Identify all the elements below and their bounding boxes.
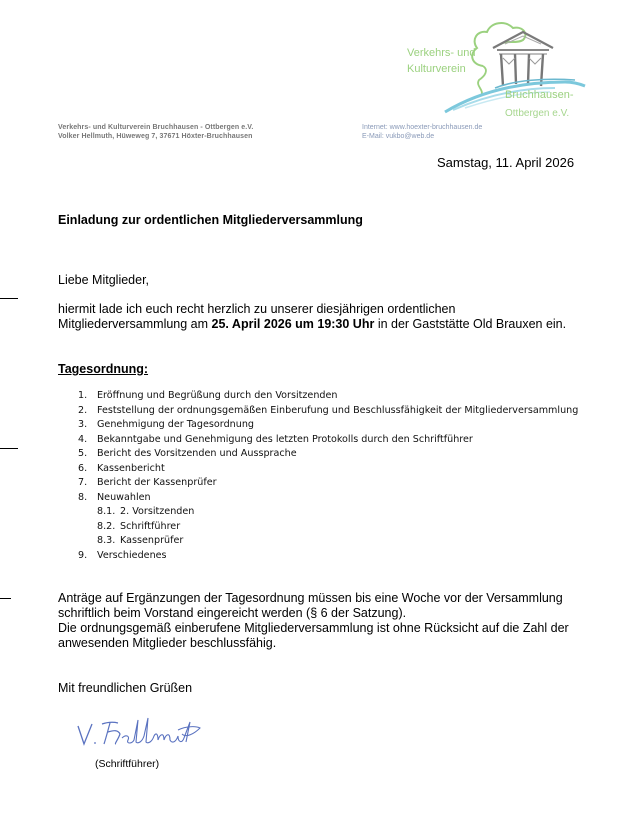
agenda-subitem-number: 8.3. [97,535,116,546]
agenda-item [78,389,618,404]
email-text: E-Mail: vukbo@web.de [362,133,435,140]
agenda-item-number: 6. [78,462,88,474]
agenda-item [78,433,618,448]
agenda-subitem-number: 8.2. [97,520,116,532]
agenda-item-text: Bericht der Kassenprüfer [97,477,217,488]
contact-info [362,123,482,141]
signature-text [74,712,79,713]
punch-mark [0,448,18,449]
notes-paragraph [58,591,569,651]
agenda-item-number: 7. [78,477,88,488]
signature-icon [74,712,204,752]
fold-mark [0,598,11,599]
signer-role: (Schriftführer) [95,758,160,770]
logo-text-line1: Verkehrs- und [407,47,476,59]
agenda-item [78,476,618,491]
agenda-subitem-number: 8.1. [97,506,116,517]
agenda-item-text: Verschiedenes [97,549,167,561]
sender-line-2: Volker Hellmuth, Hüweweg 7, 37671 Höxter-Bruchhausen [58,133,253,140]
logo-text-line4: Ottbergen e.V. [505,108,570,119]
notes-line-2: schriftlich beim Vorstand eingereicht werden (§ 6 der Satzung). [58,606,407,620]
agenda-item-number: 2. [78,404,88,416]
intro-text-prefix: Mitgliederversammlung am [58,317,212,331]
agenda-subitem [78,534,618,549]
closing: Mit freundlichen Grüßen [58,681,193,695]
intro-text-suffix: in der Gaststätte Old Brauxen ein. [374,317,567,331]
agenda-item [78,462,618,477]
agenda-subitem [78,520,618,535]
agenda-subitem-text: 2. Vorsitzenden [120,506,195,517]
agenda-item [78,491,618,506]
sender-address [58,123,253,141]
agenda-item-number: 8. [78,491,88,503]
agenda-item-number: 4. [78,433,88,445]
agenda-item-text: Neuwahlen [97,491,151,503]
logo-text-line3: Bruchhausen- [505,89,574,101]
agenda-title: Tagesordnung: [58,362,149,376]
agenda-item-text: Feststellung der ordnungsgemäßen Einberufung und Beschlussfähigkeit der Mitgliederversammlung [97,404,579,416]
agenda-item-text: Kassenbericht [97,462,165,474]
agenda-item-number: 9. [78,549,88,561]
signature [74,712,204,752]
agenda-item [78,549,618,564]
agenda-item [78,404,618,419]
notes-line-1: Anträge auf Ergänzungen der Tagesordnung müssen bis eine Woche vor der Versammlung [58,591,563,605]
notes-line-3: Die ordnungsgemäß einberufene Mitgliederversammlung ist ohne Rücksicht auf die Zahl der [58,621,569,635]
intro-line-1: hiermit lade ich euch recht herzlich zu unserer diesjährigen ordentlichen [58,302,456,316]
agenda-item-text: Genehmigung der Tagesordnung [97,419,254,430]
intro-line-2 [58,317,566,332]
agenda-item-number: 3. [78,419,88,430]
agenda-subitem-text: Kassenprüfer [120,535,184,546]
letter-subject: Einladung zur ordentlichen Mitgliederversammlung [58,213,363,227]
agenda-subitem-text: Schriftführer [120,520,181,532]
agenda-subitem [78,505,618,520]
agenda-item-text: Bekanntgabe und Genehmigung des letzten Protokolls durch den Schriftführer [97,433,473,445]
logo-text-line2: Kulturverein [407,63,466,75]
agenda-item-text: Eröffnung und Begrüßung durch den Vorsitzenden [97,390,338,401]
sender-line-1: Verkehrs- und Kulturverein Bruchhausen - Ottbergen e.V. [58,124,254,131]
salutation: Liebe Mitglieder, [58,273,150,287]
website-text: Internet: www.hoexter-bruchhausen.de [362,124,483,131]
agenda-list [78,389,618,563]
agenda-item-number: 5. [78,448,88,459]
agenda-item-number: 1. [78,390,88,401]
letter-date: Samstag, 11. April 2026 [437,155,575,170]
meeting-datetime: 25. April 2026 um 19:30 Uhr [211,317,375,331]
agenda-item [78,418,618,433]
fold-mark [0,298,18,299]
agenda-item-text: Bericht des Vorsitzenden und Aussprache [97,448,297,459]
intro-paragraph [58,302,566,332]
agenda-item [78,447,618,462]
notes-line-4: anwesenden Mitglieder beschlussfähig. [58,636,277,650]
club-logo [405,14,590,124]
